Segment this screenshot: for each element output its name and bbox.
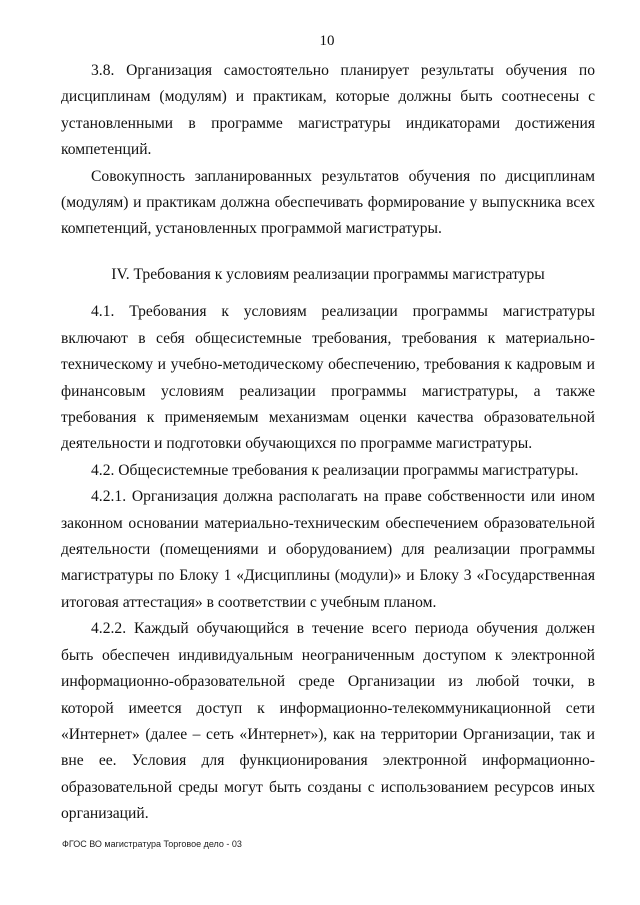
section-heading: IV. Требования к условиям реализации программы магистратуры	[111, 266, 545, 283]
page-footer: ФГОС ВО магистратура Торговое дело - 03	[62, 839, 242, 849]
paragraph-4-2-2: 4.2.2. Каждый обучающийся в течение всего периода обучения должен быть обеспечен индивидуальным неограниченным доступом к электронной информационно-образовательной среде Организации из любой точки, в которой имеется доступ к информационно-телекоммуникационной сети «Интернет» (далее – сеть «Интернет»), как на территории Организации, так и вне ее. Условия для функционирования электронной информационно-образовательной среды могут быть созданы с использованием ресурсов иных организаций.	[61, 620, 595, 823]
paragraph-aggregate-results: Совокупность запланированных результатов обучения по дисциплинам (модулям) и практикам должна обеспечивать формирование у выпускника всех компетенций, установленных программой магистратуры.	[61, 167, 595, 238]
section-4-text	[61, 262, 595, 828]
paragraph-4-2: 4.2. Общесистемные требования к реализации программы магистратуры.	[91, 461, 579, 479]
page-number: 10	[319, 33, 335, 49]
paragraph-4-1: 4.1. Требования к условиям реализации программы магистратуры включают в себя общесистемные требования, требования к материально-техническому и учебно-методическому обеспечению, требования к кадровым и финансовым условиям реализации программы магистратуры, а также требования к применяемым механизмам оценки качества образовательной деятельности и подготовки обучающихся по программе магистратуры.	[61, 303, 595, 453]
paragraph-4-2-1: 4.2.1. Организация должна располагать на праве собственности или ином законном основании материально-техническим обеспечением образовательной деятельности (помещениями и оборудованием) для реализации программы магистратуры по Блоку 1 «Дисциплины (модули)» и Блоку 3 «Государственная итоговая аттестация» в соответствии с учебным планом.	[61, 488, 595, 611]
paragraph-3-8: 3.8. Организация самостоятельно планирует результаты обучения по дисциплинам (модулям) и практикам, которые должны быть соотнесены с установленными в программе магистратуры индикаторами достижения компетенций.	[61, 62, 595, 159]
section-3-text	[61, 58, 595, 243]
